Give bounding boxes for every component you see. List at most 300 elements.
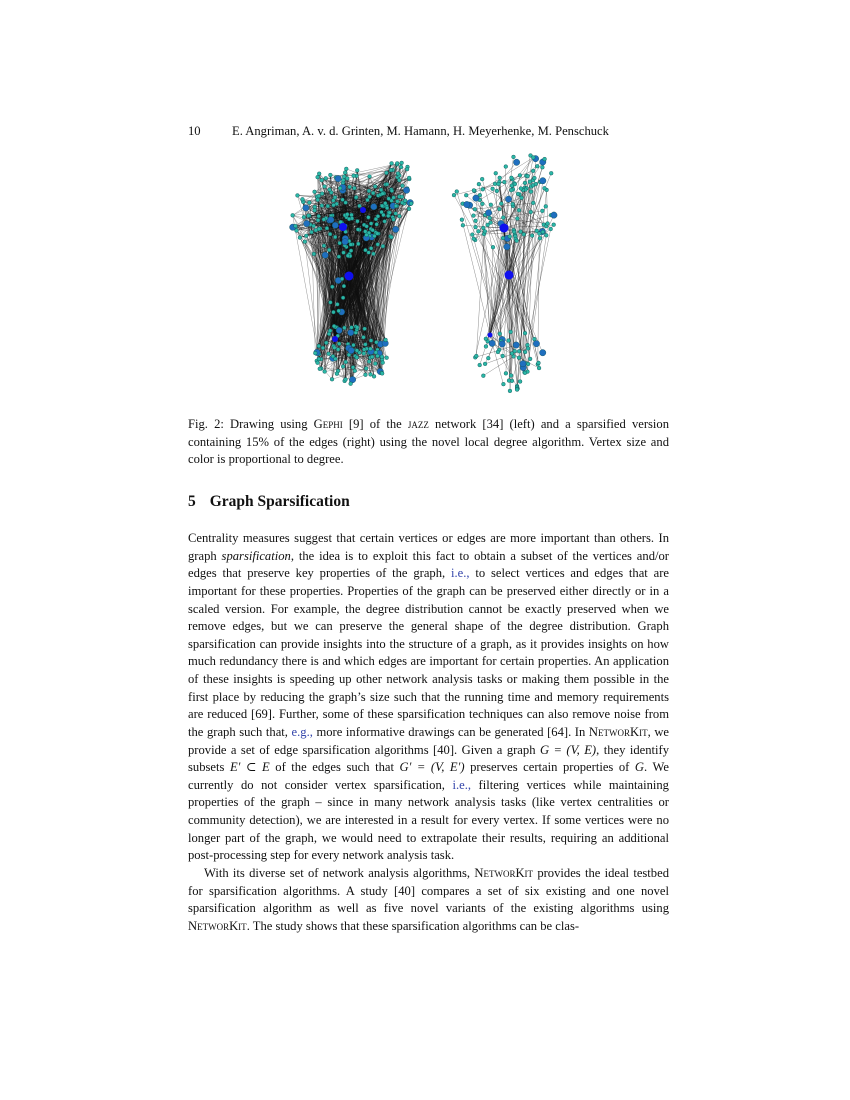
graph-hub-vertex — [345, 272, 354, 281]
graph-vertex — [486, 223, 490, 227]
graph-vertex — [313, 351, 317, 355]
graph-vertex — [540, 178, 546, 184]
graph-vertex — [379, 188, 383, 192]
graph-vertex — [473, 207, 477, 211]
graph-edge — [523, 155, 531, 190]
graph-vertex — [367, 251, 371, 255]
graph-vertex — [523, 181, 527, 185]
graph-vertex — [489, 203, 493, 207]
figure-caption — [188, 416, 669, 469]
graph-vertex — [540, 165, 544, 169]
gephi-name: Gephi — [313, 417, 343, 431]
graph-vertex — [376, 214, 380, 218]
text-run: , the idea is to exploit this fact to obtain a subset of the vertices and/or edges that preserve key properties of the graph, — [188, 548, 669, 581]
graph-vertex — [523, 331, 527, 335]
text-run: , they identify subsets — [188, 742, 669, 775]
graph-vertex — [531, 201, 535, 205]
graph-vertex — [396, 172, 400, 176]
graph-vertex — [473, 195, 479, 201]
graph-vertex — [515, 217, 519, 221]
graph-vertex — [517, 349, 521, 353]
graph-vertex — [474, 354, 478, 358]
graph-vertex — [484, 337, 488, 341]
graph-vertex — [342, 284, 346, 288]
graph-vertex — [369, 246, 373, 250]
graph-vertex — [537, 232, 541, 236]
graph-vertex — [327, 248, 331, 252]
graph-vertex — [342, 239, 348, 245]
graph-vertex — [509, 374, 513, 378]
graph-vertex — [383, 219, 387, 223]
graph-vertex — [310, 230, 314, 234]
graph-vertex — [380, 204, 384, 208]
graph-vertex — [316, 175, 320, 179]
graph-vertex — [350, 326, 354, 330]
graph-vertex — [511, 202, 515, 206]
graph-vertex — [452, 193, 456, 197]
graph-vertex — [364, 367, 368, 371]
graph-vertex — [327, 332, 331, 336]
graph-vertex — [389, 168, 393, 172]
graph-vertex — [552, 223, 556, 227]
graph-vertex — [470, 233, 474, 237]
graph-vertex — [341, 198, 345, 202]
link-eg[interactable]: e.g., — [291, 724, 313, 739]
graph-vertex — [395, 161, 399, 165]
graph-vertex — [491, 187, 495, 191]
graph-vertex — [513, 159, 519, 165]
graph-vertex — [544, 233, 548, 237]
graph-vertex — [374, 340, 378, 344]
graph-vertex — [324, 341, 328, 345]
graph-vertex — [455, 190, 459, 194]
graph-vertex — [373, 185, 377, 189]
graph-vertex — [318, 367, 322, 371]
graph-vertex — [365, 233, 369, 237]
graph-vertex — [472, 237, 476, 241]
graph-vertex — [546, 222, 550, 226]
graph-vertex — [369, 222, 373, 226]
graph-vertex — [400, 161, 404, 165]
graph-vertex — [332, 222, 338, 228]
graph-vertex — [397, 178, 401, 182]
graph-vertex — [348, 185, 352, 189]
author-list: E. Angriman, A. v. d. Grinten, M. Hamann, H. Meyerhenke, M. Penschuck — [232, 124, 609, 138]
graph-vertex — [367, 360, 371, 364]
graph-vertex — [472, 189, 476, 193]
graph-vertex — [380, 355, 384, 359]
graph-vertex — [344, 167, 348, 171]
graph-vertex — [488, 216, 492, 220]
graph-vertex — [304, 234, 308, 238]
graph-vertex — [328, 173, 332, 177]
graph-vertex — [374, 351, 378, 355]
graph-vertex — [501, 236, 505, 240]
graph-vertex — [373, 362, 377, 366]
graph-vertex — [338, 241, 342, 245]
graph-vertex — [484, 345, 488, 349]
graph-vertex — [332, 324, 336, 328]
graph-vertex — [544, 204, 548, 208]
graph-vertex — [489, 340, 495, 346]
graph-vertex — [369, 347, 373, 351]
graph-vertex — [403, 199, 407, 203]
graph-vertex — [519, 230, 523, 234]
graph-vertex — [485, 210, 491, 216]
network-drawing-figure — [275, 150, 585, 400]
caption-text: Drawing using — [230, 417, 308, 431]
graph-vertex — [336, 348, 340, 352]
graph-vertex — [316, 198, 320, 202]
graph-vertex — [303, 240, 307, 244]
graph-vertex — [341, 365, 345, 369]
text-run: to select vertices and edges that are important for these properties. Properties of the graph can be preserved either directly or in a scaled version. For example, the degree distribution cannot be exactly preserved when we remove edges, but we can preserve the general shape of the degree distribution. Graph sparsification can provide insights into the structure of a graph, as it provides insights on how much redundancy there is and which edges are important for certain properties. An application of these insights is speeding up other network analysis tasks or making them possible in the first place by reducing the graph’s size such that the running time and memory requirements are reduced [69]. Further, some of these sparsification techniques can also remove noise from the graph such that, — [188, 566, 669, 739]
graph-vertex — [494, 171, 498, 175]
math-g: G — [634, 760, 645, 775]
graph-vertex — [338, 186, 342, 190]
graph-vertex — [312, 252, 316, 256]
graph-vertex — [372, 374, 376, 378]
text-run: filtering vertices while maintaining properties of the graph – since in many network analysis tasks (like vertex centralities or community detection), we are interested in a result for every vertex. If some vertices were no longer part of the graph, we would need to extrapolate their results, requiring an additional post-processing step for every network analysis task. — [188, 777, 669, 863]
graph-vertex — [397, 214, 401, 218]
graph-vertex — [516, 192, 520, 196]
graph-vertex — [380, 372, 384, 376]
graph-vertex — [399, 165, 403, 169]
graph-vertex — [364, 373, 368, 377]
graph-vertex — [540, 209, 544, 213]
graph-vertex — [517, 356, 521, 360]
graph-vertex — [371, 228, 375, 232]
graph-vertex — [355, 356, 359, 360]
link-ie[interactable]: i.e., — [450, 566, 470, 581]
graph-vertex — [333, 357, 337, 361]
graph-vertex — [504, 244, 510, 250]
graph-vertex — [371, 191, 375, 195]
graph-vertex — [537, 361, 541, 365]
graph-vertex — [499, 341, 505, 347]
graph-vertex — [523, 350, 527, 354]
graph-vertex — [518, 380, 522, 384]
graph-vertex — [322, 252, 328, 258]
graph-vertex — [551, 212, 557, 218]
graph-vertex — [394, 204, 398, 208]
term-emphasis: sparsification — [221, 548, 291, 563]
graph-vertex — [461, 223, 465, 227]
networkit-name: NetworKit — [474, 865, 534, 880]
graph-vertex — [301, 197, 305, 201]
graph-vertex — [348, 329, 354, 335]
graph-vertex — [497, 182, 501, 186]
graph-hub-vertex — [339, 223, 347, 231]
graph-vertex — [486, 356, 490, 360]
graph-vertex — [362, 348, 366, 352]
graph-vertex — [341, 178, 345, 182]
graph-vertex — [493, 182, 497, 186]
graph-vertex — [354, 195, 358, 199]
graph-vertex — [476, 229, 480, 233]
graph-vertex — [333, 235, 337, 239]
graph-hub-vertex — [500, 224, 509, 233]
graph-vertex — [517, 208, 521, 212]
graph-vertex — [409, 202, 413, 206]
graph-vertex — [539, 349, 545, 355]
graph-vertex — [383, 201, 387, 205]
text-run: , we provide a set of edge sparsification algorithms [40]. Given a graph — [188, 724, 669, 757]
graph-vertex — [372, 252, 376, 256]
graph-vertex — [344, 360, 348, 364]
graph-vertex — [395, 200, 399, 204]
graph-vertex — [481, 226, 485, 230]
graph-vertex — [502, 180, 506, 184]
graph-vertex — [513, 342, 519, 348]
graph-vertex — [349, 382, 353, 386]
caption-label: Fig. 2: — [188, 417, 224, 431]
graph-vertex — [335, 302, 339, 306]
graph-vertex — [526, 347, 530, 351]
graph-vertex — [328, 188, 332, 192]
graph-vertex — [323, 370, 327, 374]
graph-vertex — [538, 236, 542, 240]
graph-edge — [488, 238, 508, 341]
graph-vertex — [392, 226, 398, 232]
graph-vertex — [387, 197, 391, 201]
graph-vertex — [320, 192, 324, 196]
graph-vertex — [296, 194, 300, 198]
text-run: Centrality measures suggest that certain vertices or edges are more important than others. In graph — [188, 531, 669, 563]
math-graph: G = (V, E) — [539, 742, 597, 757]
graph-vertex — [313, 208, 317, 212]
graph-vertex — [513, 182, 517, 186]
graph-vertex — [481, 202, 485, 206]
graph-vertex — [343, 326, 347, 330]
graph-vertex — [498, 207, 502, 211]
graph-vertex — [385, 206, 389, 210]
graph-vertex — [353, 369, 357, 373]
graph-vertex — [533, 176, 537, 180]
text-run: preserves certain properties of — [470, 760, 630, 775]
graph-vertex — [320, 178, 324, 182]
graph-vertex — [304, 220, 310, 226]
graph-vertex — [302, 215, 306, 219]
graph-vertex — [368, 195, 372, 199]
paragraph — [188, 865, 669, 936]
graph-vertex — [327, 352, 331, 356]
graph-vertex — [483, 362, 487, 366]
graph-vertex — [317, 194, 321, 198]
graph-hub-vertex — [332, 336, 338, 342]
graph-vertex — [501, 216, 505, 220]
graph-vertex — [384, 338, 388, 342]
page-number: 10 — [188, 124, 201, 138]
graph-vertex — [316, 218, 320, 222]
graph-vertex — [528, 357, 532, 361]
graph-vertex — [351, 365, 355, 369]
graph-vertex — [505, 196, 511, 202]
graph-vertex — [496, 350, 500, 354]
graph-vertex — [314, 228, 318, 232]
graph-vertex — [364, 342, 368, 346]
graph-vertex — [394, 212, 398, 216]
graph-vertex — [337, 342, 341, 346]
graph-vertex — [325, 226, 329, 230]
graph-hub-vertex — [505, 271, 514, 280]
graph-vertex — [385, 182, 389, 186]
graph-vertex — [356, 242, 360, 246]
graph-vertex — [491, 245, 495, 249]
graph-vertex — [363, 327, 367, 331]
graph-vertex — [293, 224, 297, 228]
math-edge-subset: E′ ⊂ E — [229, 760, 270, 775]
graph-vertex — [499, 202, 503, 206]
graph-vertex — [507, 379, 511, 383]
graph-vertex — [368, 175, 372, 179]
graph-vertex — [390, 189, 394, 193]
text-run: more informative drawings can be generated [64]. In — [316, 724, 586, 739]
graph-vertex — [324, 176, 328, 180]
graph-vertex — [346, 254, 350, 258]
graph-vertex — [543, 186, 547, 190]
graph-vertex — [392, 218, 396, 222]
section-heading — [188, 493, 350, 511]
graph-vertex — [510, 176, 514, 180]
graph-vertex — [349, 249, 353, 253]
graph-vertex — [381, 213, 385, 217]
graph-vertex — [526, 362, 530, 366]
text-run: . The study shows that these sparsification algorithms can be clas- — [246, 918, 580, 933]
graph-vertex — [504, 165, 508, 169]
graph-vertex — [549, 171, 553, 175]
graph-vertex — [512, 155, 516, 159]
graph-vertex — [348, 347, 354, 353]
graph-vertex — [381, 244, 385, 248]
graph-vertex — [298, 236, 302, 240]
graph-vertex — [352, 174, 356, 178]
graph-vertex — [534, 182, 538, 186]
graph-vertex — [317, 172, 321, 176]
graph-vertex — [526, 343, 530, 347]
link-ie[interactable]: i.e., — [452, 777, 471, 792]
graph-vertex — [464, 201, 470, 207]
graph-vertex — [481, 187, 485, 191]
graph-vertex — [328, 232, 332, 236]
graph-vertex — [508, 235, 512, 239]
graph-vertex — [355, 168, 359, 172]
graph-vertex — [345, 177, 349, 181]
graph-vertex — [330, 377, 334, 381]
graph-vertex — [504, 371, 508, 375]
graph-vertex — [515, 388, 519, 392]
graph-vertex — [332, 203, 336, 207]
graph-vertex — [541, 230, 545, 234]
graph-vertex — [335, 175, 341, 181]
graph-vertex — [355, 326, 359, 330]
caption-text: [9] of the — [348, 417, 402, 431]
graph-vertex — [363, 230, 367, 234]
jazz-name: jazz — [407, 417, 429, 431]
graph-vertex — [405, 167, 409, 171]
graph-vertex — [481, 374, 485, 378]
graph-vertex — [352, 186, 356, 190]
graph-vertex — [323, 185, 327, 189]
graph-vertex — [531, 169, 535, 173]
graph-vertex — [509, 188, 513, 192]
graph-vertex — [529, 210, 533, 214]
graph-vertex — [403, 187, 409, 193]
graph-vertex — [478, 363, 482, 367]
graph-vertex — [400, 195, 404, 199]
graph-vertex — [352, 343, 356, 347]
graph-vertex — [328, 300, 332, 304]
graph-vertex — [385, 356, 389, 360]
section-number: 5 — [188, 493, 196, 510]
graph-vertex — [362, 335, 366, 339]
graph-vertex — [390, 161, 394, 165]
graph-vertex — [332, 310, 336, 314]
graph-vertex — [495, 189, 499, 193]
graph-vertex — [530, 234, 534, 238]
graph-vertex — [502, 382, 506, 386]
graph-vertex — [333, 195, 337, 199]
graph-vertex — [345, 212, 349, 216]
graph-vertex — [472, 214, 476, 218]
graph-vertex — [480, 177, 484, 181]
graph-vertex — [509, 330, 513, 334]
graph-vertex — [510, 351, 514, 355]
jazz-network-full — [290, 161, 414, 386]
graph-vertex — [535, 164, 539, 168]
graph-vertex — [522, 232, 526, 236]
graph-vertex — [306, 214, 310, 218]
math-subgraph: G′ = (V, E′) — [399, 760, 465, 775]
section-body — [188, 530, 669, 935]
graph-vertex — [520, 196, 524, 200]
graph-vertex — [507, 339, 511, 343]
graph-vertex — [381, 361, 385, 365]
graph-vertex — [326, 204, 330, 208]
graph-vertex — [349, 243, 353, 247]
graph-vertex — [392, 196, 396, 200]
graph-vertex — [474, 225, 478, 229]
graph-vertex — [291, 213, 295, 217]
graph-vertex — [356, 219, 360, 223]
text-run: . We currently do not consider vertex sparsification, — [188, 760, 669, 792]
graph-vertex — [366, 215, 370, 219]
jazz-network-sparsified — [452, 154, 557, 393]
graph-vertex — [347, 217, 351, 221]
graph-vertex — [537, 366, 541, 370]
graph-vertex — [320, 204, 324, 208]
graph-vertex — [375, 222, 379, 226]
graph-vertex — [518, 173, 522, 177]
graph-vertex — [533, 340, 539, 346]
graph-vertex — [295, 229, 299, 233]
graph-vertex — [358, 204, 362, 208]
graph-vertex — [317, 357, 321, 361]
graph-vertex — [330, 285, 334, 289]
graph-vertex — [549, 227, 553, 231]
networkit-name: NetworKit — [588, 724, 648, 739]
graph-vertex — [321, 346, 325, 350]
graph-vertex — [376, 354, 380, 358]
graph-vertex — [337, 309, 341, 313]
graph-vertex — [526, 174, 530, 178]
graph-vertex — [344, 201, 348, 205]
graph-vertex — [474, 219, 478, 223]
graph-vertex — [390, 235, 394, 239]
graph-vertex — [337, 255, 341, 259]
graph-vertex — [464, 193, 468, 197]
graph-vertex — [316, 361, 320, 365]
